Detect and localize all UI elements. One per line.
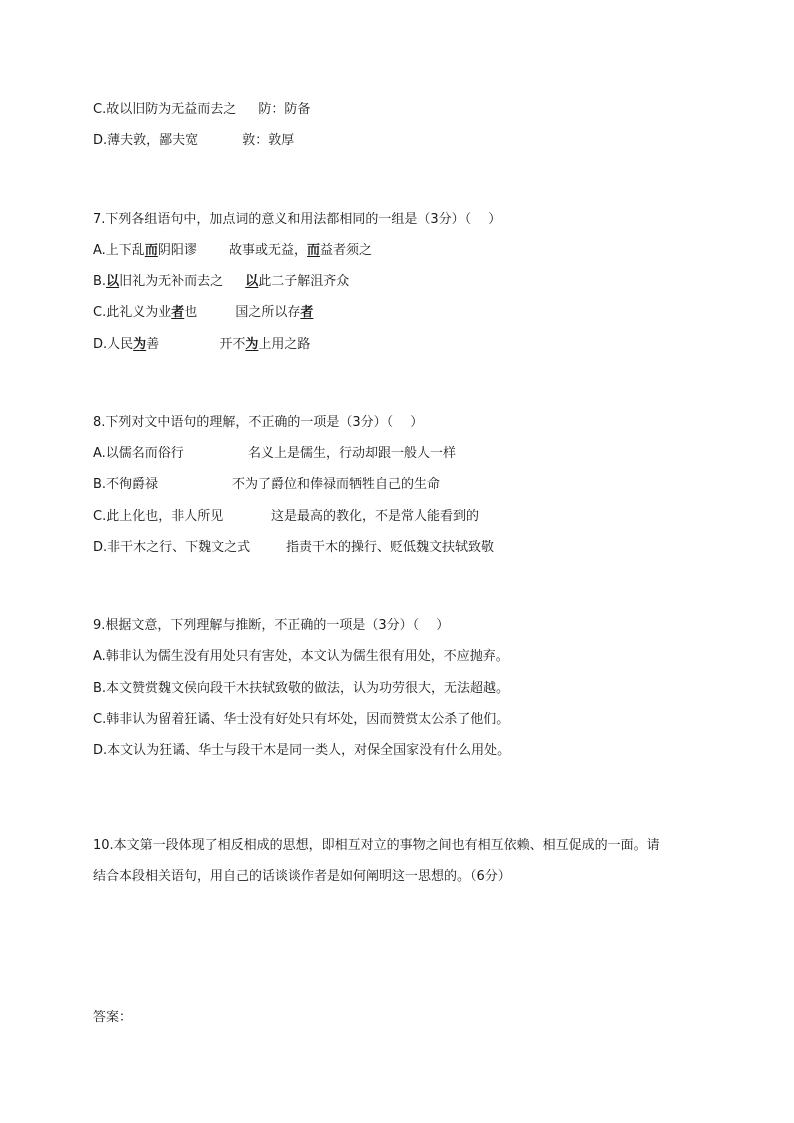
q7-option-d: [93, 336, 310, 354]
option-text: A.以儒名而俗行: [93, 446, 184, 461]
text-part: 故事或无益，: [228, 243, 307, 258]
option-text: D.薄夫敦，鄙夫宽: [93, 133, 199, 148]
q7-option-b: [93, 273, 349, 291]
emphasized-word: 为: [245, 337, 259, 352]
q9-option-d: D.本文认为狂谲、华士与段干木是同一类人，对保全国家没有什么用处。: [93, 743, 511, 758]
text-part: 此二子解沮齐众: [258, 274, 350, 289]
text-part: B.: [93, 274, 107, 289]
option-gloss: 防：防备: [258, 102, 311, 117]
question-10-line-1: 10.本文第一段体现了相反相成的思想，即相互对立的事物之间也有相互依赖、相互促成的一面。请: [93, 838, 660, 853]
option-gloss: 敦：敦厚: [242, 133, 295, 148]
answer-label: 答案：: [93, 1010, 133, 1025]
option-gloss: 指责干木的操行、贬低魏文扶轼致敬: [286, 540, 495, 555]
text-part: 旧礼为无补而去之: [119, 274, 224, 289]
text-part: 也: [184, 305, 198, 320]
emphasized-word: 者: [171, 305, 185, 320]
text-part: C.此礼义为业: [93, 305, 172, 320]
option-d-prev: [93, 132, 294, 150]
emphasized-word: 以: [106, 274, 120, 289]
option-text: C.故以旧防为无益而去之: [93, 102, 237, 117]
question-7-stem: 7.下列各组语句中，加点词的意义和用法都相同的一组是（3分）（ ）: [93, 212, 502, 227]
text-part: 国之所以存: [235, 305, 301, 320]
emphasized-word: 为: [133, 337, 147, 352]
q8-option-a: [93, 445, 456, 463]
option-gloss: 这是最高的教化，不是常人能看到的: [271, 509, 480, 524]
option-text: C.此上化也，非人所见: [93, 509, 224, 524]
option-text: D.非干木之行、下魏文之式: [93, 540, 251, 555]
text-part: 上用之路: [258, 337, 311, 352]
question-10-line-2: 结合本段相关语句，用自己的话谈谈作者是如何阐明这一思想的。（6分）: [93, 869, 511, 884]
text-part: 益者须之: [320, 243, 373, 258]
text-part: A.上下乱: [93, 243, 145, 258]
option-text: B.不徇爵禄: [93, 477, 159, 492]
q9-option-a: A.韩非认为儒生没有用处只有害处，本文认为儒生很有用处，不应抛弃。: [93, 649, 509, 664]
text-part: D.人民: [93, 337, 134, 352]
q8-option-c: [93, 508, 479, 526]
question-8-stem: 8.下列对文中语句的理解，不正确的一项是（3分）（ ）: [93, 415, 424, 430]
emphasized-word: 者: [300, 305, 314, 320]
q9-option-c: C.韩非认为留着狂谲、华士没有好处只有坏处，因而赞赏太公杀了他们。: [93, 712, 510, 727]
option-gloss: 名义上是儒生，行动却跟一般人一样: [248, 446, 457, 461]
emphasized-word: 以: [245, 274, 259, 289]
text-part: 阴阳谬: [157, 243, 197, 258]
q8-option-b: [93, 476, 440, 494]
emphasized-word: 而: [144, 243, 158, 258]
option-gloss: 不为了爵位和俸禄而牺牲自己的生命: [232, 477, 441, 492]
q7-option-c: [93, 304, 313, 322]
q8-option-d: [93, 539, 494, 557]
option-c-prev: [93, 101, 310, 119]
q7-option-a: [93, 242, 372, 260]
text-part: 善: [146, 337, 160, 352]
q9-option-b: B.本文赞赏魏文侯向段干木扶轼致敬的做法，认为功劳很大，无法超越。: [93, 681, 510, 696]
text-part: 开不: [219, 337, 246, 352]
question-9-stem: 9.根据文意，下列理解与推断，不正确的一项是（3分）（ ）: [93, 618, 450, 633]
emphasized-word: 而: [307, 243, 321, 258]
